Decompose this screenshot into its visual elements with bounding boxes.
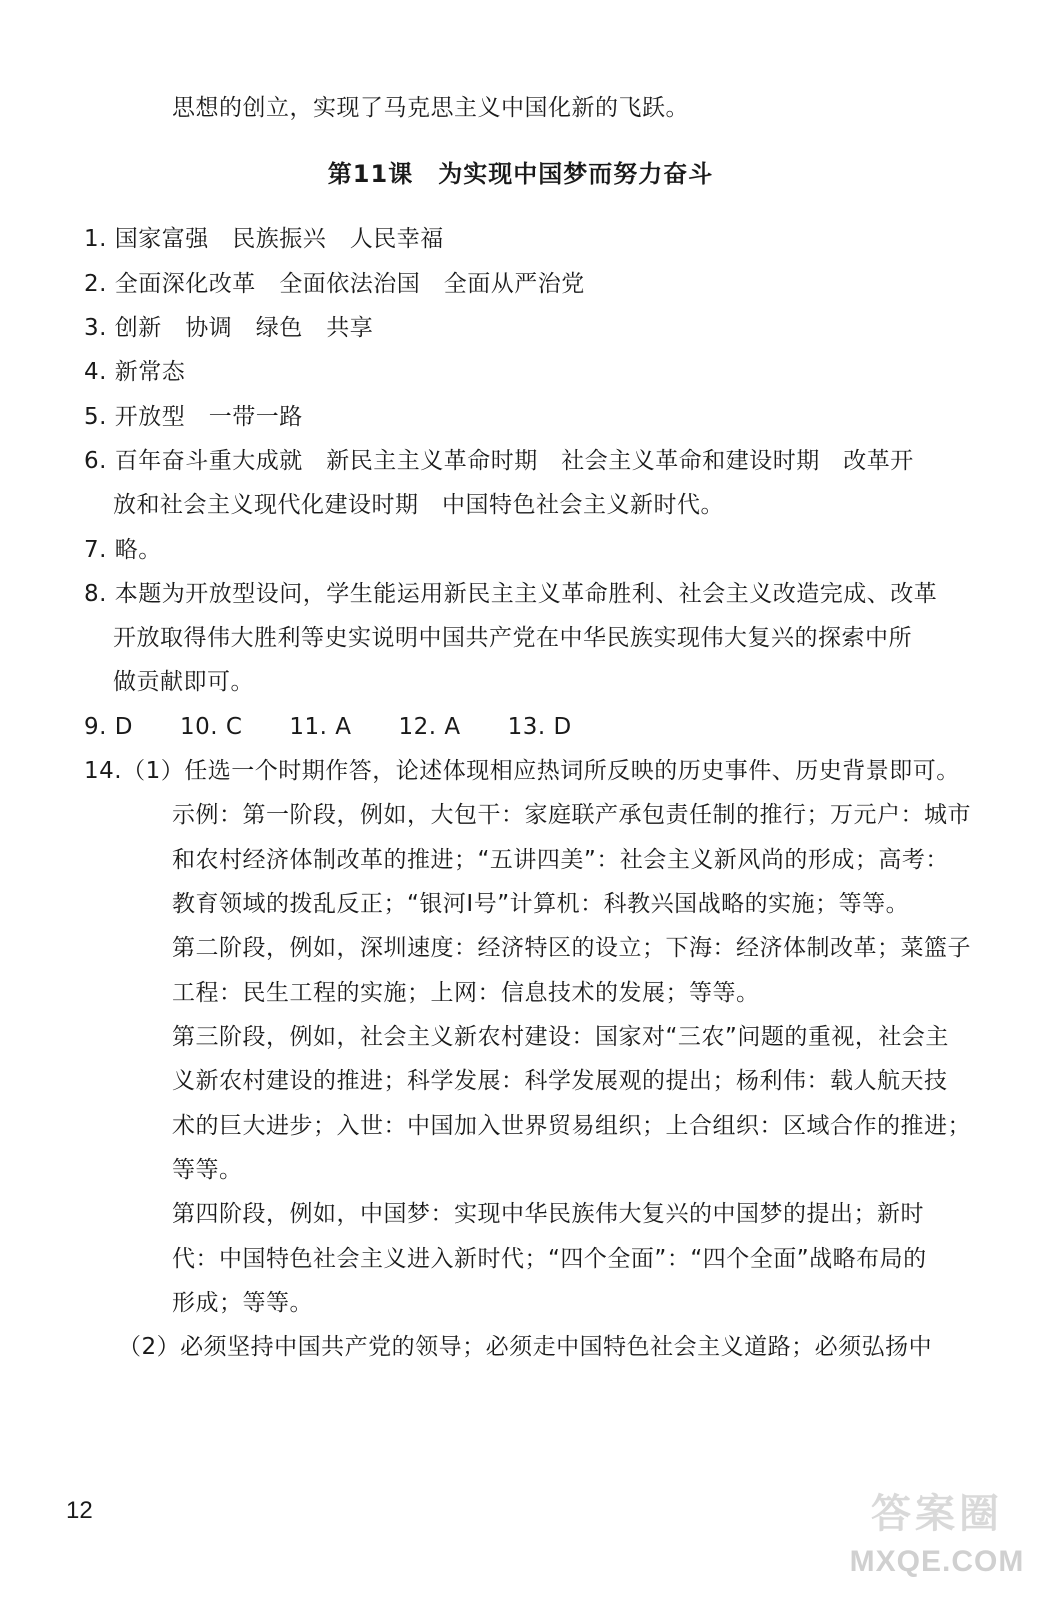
- answer-9-13: 9. D 10. C 11. A 12. A 13. D: [84, 714, 572, 740]
- answer-14-part-2-line-1: （2）必须坚持中国共产党的领导；必须走中国特色社会主义道路；必须弘扬中: [118, 1334, 933, 1360]
- answer-8-line-3: 做贡献即可。: [113, 669, 254, 695]
- watermark-logo: [842, 1486, 1032, 1594]
- intro-line: 思想的创立，实现了马克思主义中国化新的飞跃。: [172, 95, 689, 121]
- answer-14-stage-4-line-3: 形成；等等。: [172, 1290, 313, 1316]
- answer-14-stage-2-line-2: 工程：民生工程的实施；上网：信息技术的发展；等等。: [172, 980, 760, 1006]
- answer-8-line-1: 8. 本题为开放型设问，学生能运用新民主主义革命胜利、社会主义改造完成、改革: [84, 581, 938, 607]
- watermark-text-cn: 答案圈: [871, 1491, 1003, 1537]
- answer-14-stage-4-line-1: 第四阶段，例如，中国梦：实现中华民族伟大复兴的中国梦的提出；新时: [172, 1201, 924, 1227]
- answer-14-stage-3-line-4: 等等。: [172, 1157, 243, 1183]
- answer-14-stage-2-line-1: 第二阶段，例如，深圳速度：经济特区的设立；下海：经济体制改革；菜篮子: [172, 935, 971, 961]
- answer-14-example-line-3: 教育领域的拨乱反正；“银河Ⅰ号”计算机：科教兴国战略的实施；等等。: [172, 891, 910, 917]
- answer-4: 4. 新常态: [84, 359, 186, 385]
- answer-14-example-line-1: 示例：第一阶段，例如，大包干：家庭联产承包责任制的推行；万元户：城市: [172, 802, 971, 828]
- page-number: 12: [66, 1497, 93, 1524]
- answer-14-stage-3-line-1: 第三阶段，例如，社会主义新农村建设：国家对“三农”问题的重视，社会主: [172, 1024, 949, 1050]
- answer-3: 3. 创新 协调 绿色 共享: [84, 315, 374, 341]
- answer-14-stage-4-line-2: 代：中国特色社会主义进入新时代；“四个全面”：“四个全面”战略布局的: [172, 1246, 927, 1272]
- answer-14-part-1-line-1: 14.（1）任选一个时期作答，论述体现相应热词所反映的历史事件、历史背景即可。: [84, 758, 960, 784]
- answer-8-line-2: 开放取得伟大胜利等史实说明中国共产党在中华民族实现伟大复兴的探索中所: [113, 625, 912, 651]
- lesson-title: 第11课 为实现中国梦而努力奋斗: [327, 160, 714, 188]
- answer-6-line-1: 6. 百年奋斗重大成就 新民主主义革命时期 社会主义革命和建设时期 改革开: [84, 448, 914, 474]
- answer-2: 2. 全面深化改革 全面依法治国 全面从严治党: [84, 271, 585, 297]
- answer-6-line-2: 放和社会主义现代化建设时期 中国特色社会主义新时代。: [113, 492, 724, 518]
- answer-14-stage-3-line-3: 术的巨大进步；入世：中国加入世界贸易组织；上合组织：区域合作的推进；: [172, 1113, 971, 1139]
- watermark-text-en: MXQE.COM: [849, 1545, 1025, 1578]
- answer-14-example-line-2: 和农村经济体制改革的推进；“五讲四美”：社会主义新风尚的形成；高考：: [172, 847, 949, 873]
- answer-5: 5. 开放型 一带一路: [84, 404, 303, 430]
- answer-7: 7. 略。: [84, 537, 162, 563]
- answer-14-stage-3-line-2: 义新农村建设的推进；科学发展：科学发展观的提出；杨利伟：载人航天技: [172, 1068, 948, 1094]
- answer-1: 1. 国家富强 民族振兴 人民幸福: [84, 226, 444, 252]
